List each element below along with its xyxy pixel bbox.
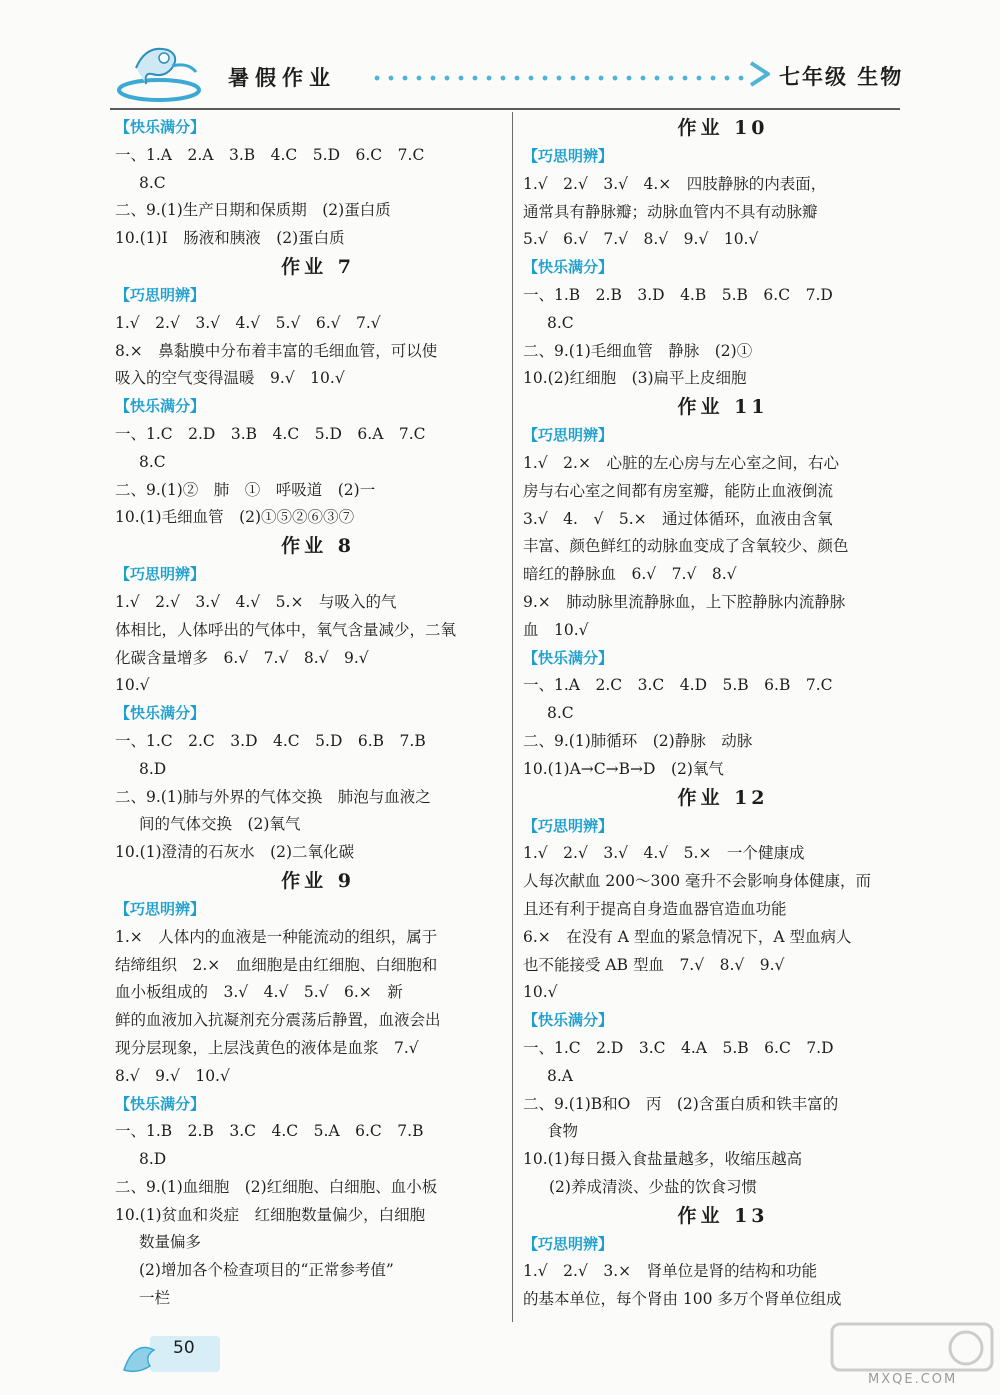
answer-line: 丰富、颜色鲜红的动脉血变成了含氧较少、颜色 bbox=[523, 537, 849, 556]
answer-line: 一栏 bbox=[139, 1289, 171, 1308]
answer-line: 血小板组成的 3.√ 4.√ 5.√ 6.× 新 bbox=[115, 983, 403, 1002]
answer-line: 一、1.A 2.A 3.B 4.C 5.D 6.C 7.C bbox=[115, 145, 425, 164]
homework-heading: 作业 11 bbox=[677, 396, 769, 419]
answer-line: 10.(2)红细胞 (3)扁平上皮细胞 bbox=[523, 369, 747, 388]
answer-line: 通常具有静脉瓣；动脉血管内不具有动脉瓣 bbox=[523, 202, 818, 221]
answer-line: 1.√ 2.× 心脏的左心房与左心室之间，右心 bbox=[523, 453, 839, 472]
answer-line: 8.D bbox=[139, 759, 167, 778]
answer-line: 二、9.(1)毛细血管 静脉 (2)① bbox=[523, 341, 753, 360]
answer-line: 1.× 人体内的血液是一种能流动的组织，属于 bbox=[115, 927, 438, 946]
answer-line: 10.√ bbox=[523, 983, 558, 1002]
answer-line: 血 10.√ bbox=[523, 620, 589, 639]
book-title: 暑假作业 bbox=[228, 66, 336, 90]
left-column bbox=[115, 114, 503, 1313]
section-label: 【巧思明辨】 bbox=[523, 147, 614, 165]
answer-line: 二、9.(1)生产日期和保质期 (2)蛋白质 bbox=[115, 201, 391, 220]
answer-line: 鲜的血液加入抗凝剂充分震荡后静置，血液会出 bbox=[115, 1011, 441, 1030]
section-label: 【巧思明辨】 bbox=[523, 816, 614, 835]
answer-line: 1.√ 2.√ 3.√ 4.× 四肢静脉的内表面， bbox=[523, 174, 827, 193]
section-label: 【快乐满分】 bbox=[115, 118, 206, 136]
right-column bbox=[523, 114, 905, 1314]
answer-line: 化碳含量增多 6.√ 7.√ 8.√ 9.√ bbox=[115, 648, 369, 667]
answer-line: 8.× 鼻黏膜中分布着丰富的毛细血管，可以使 bbox=[115, 341, 438, 360]
answer-line: 10.(1)每日摄入食盐量越多，收缩压越高 bbox=[523, 1150, 803, 1169]
answer-line: 3.√ 4. √ 5.× 通过体循环，血液由含氧 bbox=[523, 509, 833, 528]
answer-line: 间的气体交换 (2)氧气 bbox=[139, 815, 301, 834]
answer-line: 1.√ 2.√ 3.√ 4.√ 5.× 一个健康成 bbox=[523, 844, 805, 863]
answer-line: 且还有利于提高自身造血器官造血功能 bbox=[523, 899, 787, 918]
answer-line: 一、1.C 2.D 3.C 4.A 5.B 6.C 7.D bbox=[523, 1038, 834, 1057]
mascot-logo-icon bbox=[116, 38, 202, 104]
homework-heading: 作业 9 bbox=[281, 869, 355, 892]
answer-line: 一、1.B 2.B 3.D 4.B 5.B 6.C 7.D bbox=[523, 285, 833, 304]
section-label: 【快乐满分】 bbox=[523, 1011, 614, 1030]
homework-heading: 作业 13 bbox=[677, 1204, 769, 1227]
answer-line: 的基本单位，每个肾由 100 多万个肾单位组成 bbox=[523, 1290, 842, 1309]
section-label: 【快乐满分】 bbox=[115, 704, 206, 723]
answer-line: 8.A bbox=[547, 1066, 573, 1085]
answer-line: 数量偏多 bbox=[139, 1233, 202, 1252]
answer-line: 二、9.(1)B和O 丙 (2)含蛋白质和铁丰富的 bbox=[523, 1094, 839, 1113]
answer-line: 10.(1)毛细血管 (2)①⑤②⑥③⑦ bbox=[115, 508, 355, 527]
answer-line: 二、9.(1)肺循环 (2)静脉 动脉 bbox=[523, 731, 753, 750]
page-number: 50 bbox=[173, 1338, 195, 1358]
answer-line: 人每次献血 200～300 毫升不会影响身体健康，而 bbox=[523, 872, 872, 891]
homework-heading: 作业 7 bbox=[281, 255, 355, 278]
section-label: 【巧思明辨】 bbox=[115, 899, 206, 918]
answer-line: (2)增加各个检查项目的“正常参考值” bbox=[139, 1261, 394, 1280]
answer-line: 1.√ 2.√ 3.× 肾单位是肾的结构和功能 bbox=[523, 1262, 818, 1281]
section-label: 【快乐满分】 bbox=[115, 397, 206, 416]
answer-line: 8.D bbox=[139, 1150, 167, 1169]
answer-line: 一、1.B 2.B 3.C 4.C 5.A 6.C 7.B bbox=[115, 1122, 424, 1141]
answer-line: 6.× 在没有 A 型血的紧急情况下，A 型血病人 bbox=[523, 927, 852, 946]
answer-line: 10.(1)贫血和炎症 红细胞数量偏少，白细胞 bbox=[115, 1205, 426, 1224]
answer-line: 一、1.A 2.C 3.C 4.D 5.B 6.B 7.C bbox=[523, 676, 833, 695]
answer-line: 食物 bbox=[547, 1122, 579, 1141]
answer-line: 8.C bbox=[547, 313, 574, 332]
answer-line: 现分层现象，上层浅黄色的液体是血浆 7.√ bbox=[115, 1038, 419, 1057]
section-label: 【巧思明辨】 bbox=[523, 426, 614, 445]
answer-line: 10.(1)A→C→B→D (2)氧气 bbox=[523, 759, 724, 778]
section-label: 【快乐满分】 bbox=[523, 648, 614, 667]
homework-heading: 作业 8 bbox=[281, 535, 355, 558]
section-label: 【快乐满分】 bbox=[523, 258, 614, 277]
answer-line: 10.(1)Ⅰ 肠液和胰液 (2)蛋白质 bbox=[115, 229, 345, 248]
answer-line: 吸入的空气变得温暖 9.√ 10.√ bbox=[115, 369, 345, 388]
answer-line: 结缔组织 2.× 血细胞是由红细胞、白细胞和 bbox=[115, 955, 438, 974]
answer-line: 8.√ 9.√ 10.√ bbox=[115, 1066, 230, 1085]
answer-line: 5.√ 6.√ 7.√ 8.√ 9.√ 10.√ bbox=[523, 230, 759, 249]
section-label: 【巧思明辨】 bbox=[115, 285, 206, 304]
header-rule bbox=[110, 108, 900, 110]
answer-line: 一、1.C 2.D 3.B 4.C 5.D 6.A 7.C bbox=[115, 424, 426, 443]
answer-line: 房与右心室之间都有房室瓣，能防止血液倒流 bbox=[523, 481, 834, 500]
answer-line: 二、9.(1)血细胞 (2)红细胞、白细胞、血小板 bbox=[115, 1177, 438, 1196]
answer-line: 也不能接受 AB 型血 7.√ 8.√ 9.√ bbox=[523, 955, 785, 974]
answer-line: 二、9.(1)② 肺 ① 呼吸道 (2)一 bbox=[115, 480, 376, 499]
column-divider bbox=[512, 112, 513, 1322]
answer-line: 8.C bbox=[139, 173, 166, 192]
page-header bbox=[0, 0, 1000, 115]
answer-line: 体相比，人体呼出的气体中，氧气含量减少，二氧 bbox=[115, 620, 457, 639]
section-label: 【巧思明辨】 bbox=[115, 565, 206, 584]
homework-heading: 作业 12 bbox=[677, 786, 769, 809]
answer-line: 10.√ bbox=[115, 676, 150, 695]
dotted-divider bbox=[370, 73, 748, 83]
answer-line: 1.√ 2.√ 3.√ 4.√ 5.× 与吸入的气 bbox=[115, 592, 397, 611]
answer-line: 8.C bbox=[139, 452, 166, 471]
answer-line: (2)养成清淡、少盐的饮食习惯 bbox=[549, 1177, 757, 1196]
answer-line: 二、9.(1)肺与外界的气体交换 肺泡与血液之 bbox=[115, 787, 431, 806]
grade-subject: 七年级 生物 bbox=[779, 65, 904, 89]
answer-line: 1.√ 2.√ 3.√ 4.√ 5.√ 6.√ 7.√ bbox=[115, 313, 381, 332]
homework-heading: 作业 10 bbox=[677, 117, 769, 139]
section-label: 【巧思明辨】 bbox=[523, 1234, 614, 1253]
answer-line: 一、1.C 2.C 3.D 4.C 5.D 6.B 7.B bbox=[115, 731, 426, 750]
answer-line: 8.C bbox=[547, 704, 574, 723]
answer-line: 暗红的静脉血 6.√ 7.√ 8.√ bbox=[523, 565, 737, 584]
arrow-right-icon bbox=[748, 60, 774, 88]
watermark-text: MXQE.COM bbox=[868, 1372, 958, 1387]
answer-line: 10.(1)澄清的石灰水 (2)二氧化碳 bbox=[115, 843, 355, 862]
section-label: 【快乐满分】 bbox=[115, 1094, 206, 1113]
answer-line: 9.× 肺动脉里流静脉血，上下腔静脉内流静脉 bbox=[523, 592, 846, 611]
